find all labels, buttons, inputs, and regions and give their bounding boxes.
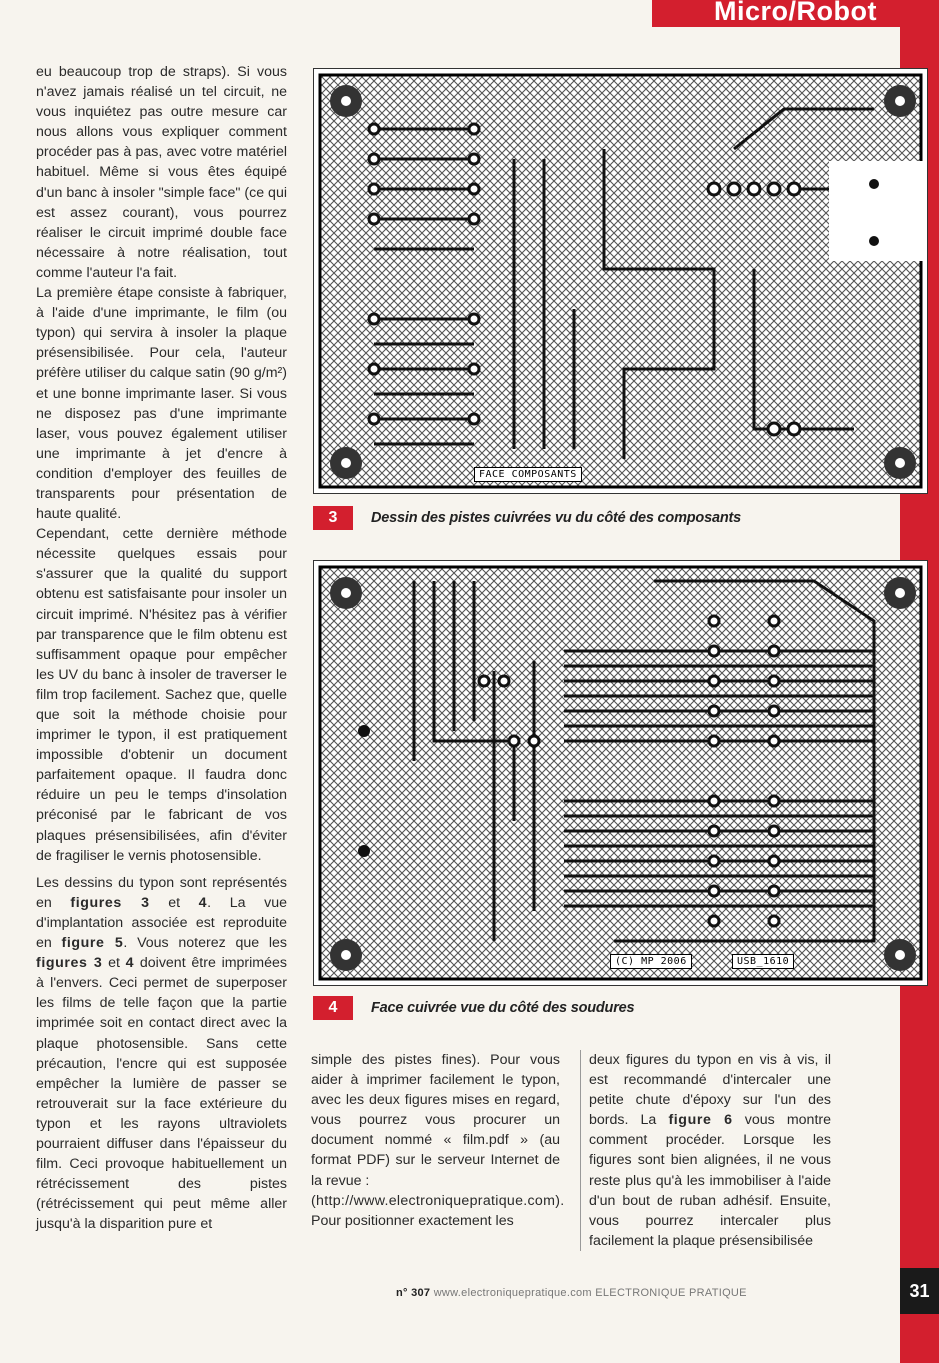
paragraph: eu beaucoup trop de straps). Si vous n'avez jamais réalisé un tel circuit, ne vous inquiétez pas outre mesure car nous allons vous expliquer comment procéder pas à pas, avec votre matériel habituel. Même si vous êtes équipé d'un banc à insoler "simple face" (ce qui est assez courant), vous pourrez réaliser le circuit imprimé double face nécessaire à notre réalisation, tout comme l'auteur l'a fait. bbox=[36, 64, 287, 281]
board-name-label: USB_1610 bbox=[732, 954, 794, 969]
article-column-3 bbox=[580, 1050, 831, 1251]
pcb-top-artwork bbox=[314, 69, 927, 493]
figure-4-caption bbox=[313, 996, 634, 1020]
figure-3-caption bbox=[313, 506, 741, 530]
section-header bbox=[652, 0, 939, 27]
figure-4-pcb-image bbox=[313, 560, 928, 986]
paragraph bbox=[589, 1050, 831, 1251]
figure-ref: 4 bbox=[125, 955, 135, 972]
caption-text: Face cuivrée vue du côté des soudures bbox=[371, 1000, 635, 1016]
page-footer bbox=[396, 1287, 747, 1299]
caption-text: Dessin des pistes cuivrées vu du côté des composants bbox=[371, 510, 741, 526]
paragraph: simple des pistes fines). Pour vous aider à imprimer facilement le typon, avec les deux figures mises en regard, vous pourrez vous procurer un document nommé « film.pdf » (au format PDF) sur le serveur Internet de la revue : bbox=[311, 1052, 560, 1189]
url-text: (http://www.electroniquepratique.com). bbox=[311, 1192, 565, 1209]
paragraph: Pour positionner exactement les bbox=[311, 1212, 514, 1229]
figure-ref: figures 3 bbox=[36, 955, 103, 972]
text-run: doivent être imprimées à l'envers. Ceci permet de superposer les films de telle façon que la partie imprimée soit en contact direct avec la plaque photosensible. Sans cette précaution, l'encre qui est supposée empêcher la lumière de passer se retrouverait sur la face extérieure du typon et les rayons ultraviolets pourraient diffuser dans l'épaisseur du film. Ceci provoque habituellement un rétrécissement des pistes (rétrécissement qui peut même aller jusqu'à la disparition pure et bbox=[36, 955, 287, 1233]
text-run: deux figures du typon en vis à vis, il est recommandé d'intercaler une petite chute d'époxy sur l'un des bords. La bbox=[589, 1052, 831, 1129]
figure-ref: figure 5 bbox=[61, 935, 124, 952]
board-copyright-label: (C) MP 2006 bbox=[610, 954, 692, 969]
footer-website: www.electroniquepratique.com bbox=[433, 1287, 592, 1299]
pcb-bottom-artwork bbox=[314, 561, 927, 985]
text-run: Les dessins du typon sont représentés en bbox=[36, 874, 287, 911]
text-run: . Vous noterez que les bbox=[123, 935, 287, 952]
section-title: Micro/Robot bbox=[714, 0, 877, 26]
figure-3-pcb-image bbox=[313, 68, 928, 494]
figure-number: 3 bbox=[313, 506, 353, 530]
figure-ref: 4 bbox=[198, 894, 208, 911]
text-run: vous montre comment procéder. Lorsque les figures sont bien alignées, il ne vous reste plus qu'à les immobiliser à l'aide d'un bout de ruban adhésif. Ensuite, vous pourrez intercaler plus facilement la plaque présensibilisée bbox=[589, 1112, 831, 1249]
figure-ref: figure 6 bbox=[668, 1112, 733, 1129]
page-number: 31 bbox=[909, 1280, 930, 1301]
issue-number: n° 307 bbox=[396, 1287, 431, 1299]
footer-magazine: ELECTRONIQUE PRATIQUE bbox=[595, 1287, 747, 1299]
paragraph bbox=[36, 873, 287, 1235]
board-label: FACE COMPOSANTS bbox=[474, 467, 582, 482]
article-column-1 bbox=[36, 62, 287, 1234]
article-column-2 bbox=[311, 1050, 565, 1231]
text-run: . La vue d'implantation associée est reproduite en bbox=[36, 894, 287, 952]
paragraph: La première étape consiste à fabriquer, à l'aide d'une imprimante, le film (ou typon) qui servira à insoler la plaque présensibilisée. Pour cela, l'auteur préfère utiliser du calque satin (90 g/m²) et une bonne imprimante laser. Si vous ne disposez pas d'une imprimante laser, vous pouvez également utiliser une imprimante à jet d'encre à condition d'employer des feuilles de transparents pour présentation de haute qualité. bbox=[36, 285, 287, 523]
figure-ref: figures 3 bbox=[70, 894, 150, 911]
text-run: et bbox=[149, 894, 199, 911]
text-run: et bbox=[102, 955, 126, 972]
page-number-tab bbox=[900, 1268, 939, 1314]
figure-number: 4 bbox=[313, 996, 353, 1020]
paragraph: Cependant, cette dernière méthode nécessite quelques essais pour s'assurer que la qualité du support obtenu est satisfaisante pour insoler un circuit imprimé. N'hésitez pas à vérifier par transparence que le film obtenu est suffisamment opaque pour empêcher les UV du banc à insoler de traverser le film trop facilement. Sachez que, quelle que soit la méthode choisie pour imprimer le typon, il est pratiquement impossible d'obtenir un document parfaitement opaque. Il faudra donc réduire un peu le temps d'insolation préconisé par le fabricant de vos plaques présensibilisées, afin d'éviter de fragiliser le vernis photosensible. bbox=[36, 526, 287, 864]
